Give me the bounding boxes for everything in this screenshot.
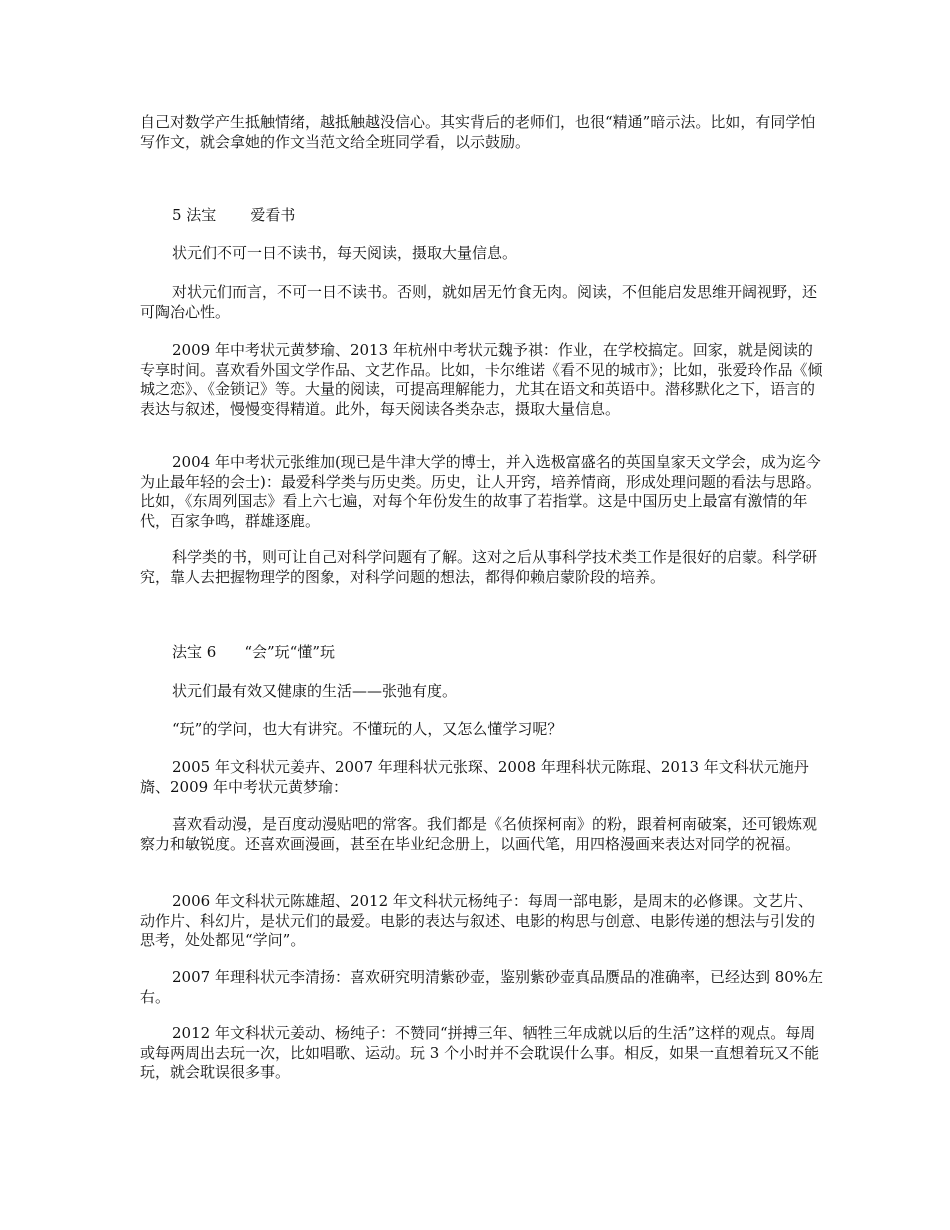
paragraph-reading-summary: 状元们不可一日不读书，每天阅读，摄取大量信息。 (172, 244, 518, 262)
section-heading-5-number: 5 法宝 (172, 206, 217, 224)
paragraph-play-balance: 2012 年文科状元姜动、杨纯子：不赞同“拼搏三年、牺牲三年成就以后的生活”这样的观点。每周或每两周出去玩一次，比如唱歌、运动。玩 3 个小时并不会耽误什么事。相反，如果一直想着玩又不能玩，就会耽误很多事。 (140, 1024, 820, 1081)
paragraph-zisha-teapot: 2007 年理科状元李清扬：喜欢研究明清紫砂壶，鉴别紫砂壶真品赝品的准确率，已经达到 80%左右。 (140, 968, 824, 1006)
section-heading-6-title: “会”玩“懂”玩 (244, 643, 335, 661)
paragraph-weekly-movie: 2006 年文科状元陈雄超、2012 年文科状元杨纯子：每周一部电影，是周末的必修课。文艺片、动作片、科幻片，是状元们的最爱。电影的表达与叙述、电影的构思与创意、电影传递的想法与引发的思考，处处都见“学问”。 (140, 892, 816, 949)
paragraph-play-knowledge: “玩”的学问，也大有讲究。不懂玩的人，又怎么懂学习呢？ (172, 720, 563, 738)
paragraph-hint-method-end: 自己对数学产生抵触情绪，越抵触越没信心。其实背后的老师们，也很“精通”暗示法。比如，有同学怕写作文，就会拿她的作文当范文给全班同学看，以示鼓励。 (140, 113, 816, 151)
paragraph-huang-wei-reading: 2009 年中考状元黄梦瑜、2013 年杭州中考状元魏予祺：作业，在学校搞定。回家，就是阅读的专享时间。喜欢看外国文学作品、文艺作品。比如，卡尔维诺《看不见的城市》；比如，张爱玲作品《倾城之恋》、《金锁记》等。大量的阅读，可提高理解能力，尤其在语文和英语中。潜移默化之下，语言的表达与叙述，慢慢变得精道。此外，每天阅读各类杂志，摄取大量信息。 (140, 341, 823, 418)
section-heading-6-number: 法宝 6 (172, 643, 217, 661)
paragraph-science-books: 科学类的书，则可让自己对科学问题有了解。这对之后从事科学技术类工作是很好的启蒙。科学研究，靠人去把握物理学的图象，对科学问题的想法，都得仰赖启蒙阶段的培养。 (140, 548, 818, 586)
paragraph-zhang-weijia-reading: 2004 年中考状元张维加(现已是牛津大学的博士，并入选极富盛名的英国皇家天文学会，成为迄今为止最年轻的会士)：最爱科学类与历史类。历史，让人开窍，培养情商，形成处理问题的看法与思路。比如，《东周列国志》看上六七遍，对每个年份发生的故事了若指掌。这是中国历史上最富有激情的年代，百家争鸣，群雄逐鹿。 (140, 453, 821, 530)
paragraph-reading-importance: 对状元们而言，不可一日不读书。否则，就如居无竹食无肉。阅读，不但能启发思维开阔视野，还可陶冶心性。 (140, 283, 818, 321)
section-heading-5 (172, 206, 672, 226)
section-heading-6 (172, 643, 672, 663)
section-heading-5-title: 爱看书 (250, 206, 296, 224)
paragraph-balance-life: 状元们最有效又健康的生活——张弛有度。 (172, 682, 458, 700)
paragraph-anime-students: 2005 年文科状元姜卉、2007 年理科状元张琛、2008 年理科状元陈琨、2013 年文科状元施丹旖、2009 年中考状元黄梦瑜： (140, 758, 809, 796)
paragraph-anime-comics: 喜欢看动漫，是百度动漫贴吧的常客。我们都是《名侦探柯南》的粉，跟着柯南破案，还可锻炼观察力和敏锐度。还喜欢画漫画，甚至在毕业纪念册上，以画代笔，用四格漫画来表达对同学的祝福。 (140, 815, 818, 853)
